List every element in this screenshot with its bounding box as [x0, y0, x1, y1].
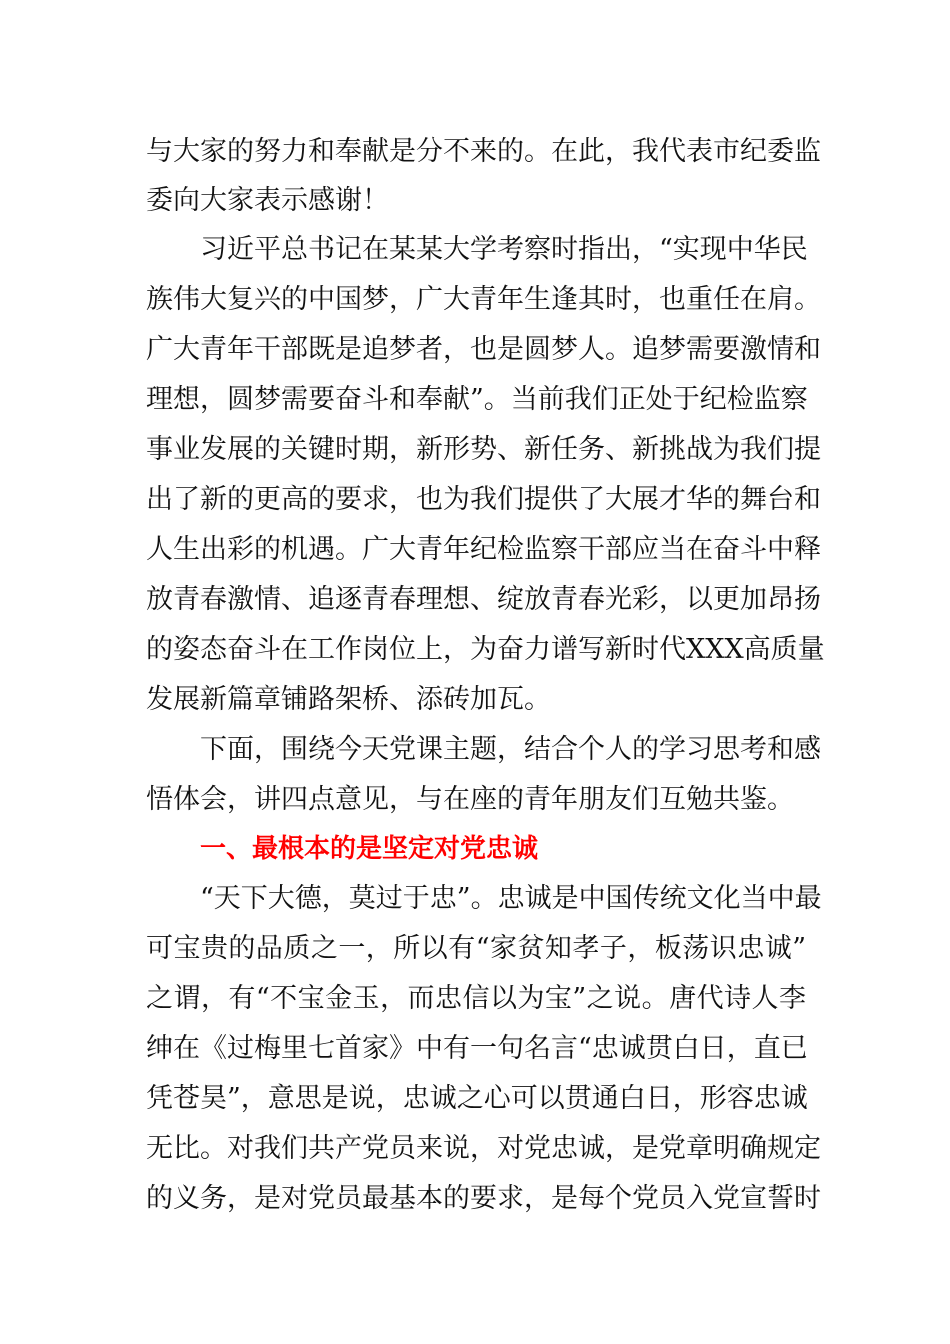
text-line: 族伟大复兴的中国梦，广大青年生逢其时，也重任在肩。	[146, 284, 821, 315]
text-line: 可宝贵的品质之一，所以有“家贫知孝子，板荡识忠诚”	[146, 933, 806, 964]
text-line: 理想，圆梦需要奋斗和奉献”。当前我们正处于纪检监察	[146, 384, 808, 415]
text-line: 绅在《过梅里七首家》中有一句名言“忠诚贯白日，直已	[146, 1033, 808, 1064]
text-line: 广大青年干部既是追梦者，也是圆梦人。追梦需要激情和	[146, 334, 821, 365]
text-line: 的姿态奋斗在工作岗位上，为奋力谱写新时代XXX高质量	[146, 634, 825, 665]
text-line: 之谓，有“不宝金玉，而忠信以为宝”之说。唐代诗人李	[146, 983, 806, 1014]
text-line: 人生出彩的机遇。广大青年纪检监察干部应当在奋斗中释	[146, 534, 821, 565]
text-line: 出了新的更高的要求，也为我们提供了大展才华的舞台和	[146, 484, 821, 515]
text-line: 下面，围绕今天党课主题，结合个人的学习思考和感	[200, 734, 821, 765]
text-line: 与大家的努力和奉献是分不来的。在此，我代表市纪委监	[146, 136, 821, 167]
text-line: “天下大德，莫过于忠”。忠诚是中国传统文化当中最	[200, 883, 822, 914]
section-heading: 一、最根本的是坚定对党忠诚	[200, 834, 539, 864]
text-line: 的义务，是对党员最基本的要求，是每个党员入党宣誓时	[146, 1183, 821, 1214]
text-line: 习近平总书记在某某大学考察时指出，“实现中华民	[200, 234, 808, 265]
text-line: 放青春激情、追逐青春理想、绽放青春光彩，以更加昂扬	[146, 584, 821, 615]
text-line: 无比。对我们共产党员来说，对党忠诚，是党章明确规定	[146, 1133, 821, 1164]
text-line: 委向大家表示感谢！	[146, 185, 389, 216]
text-line: 凭苍昊”，意思是说，忠诚之心可以贯通白日，形容忠诚	[146, 1083, 808, 1114]
text-line: 悟体会，讲四点意见，与在座的青年朋友们互勉共鉴。	[146, 784, 794, 815]
text-line: 事业发展的关键时期，新形势、新任务、新挑战为我们提	[146, 434, 821, 465]
text-line: 发展新篇章铺路架桥、添砖加瓦。	[146, 684, 551, 715]
